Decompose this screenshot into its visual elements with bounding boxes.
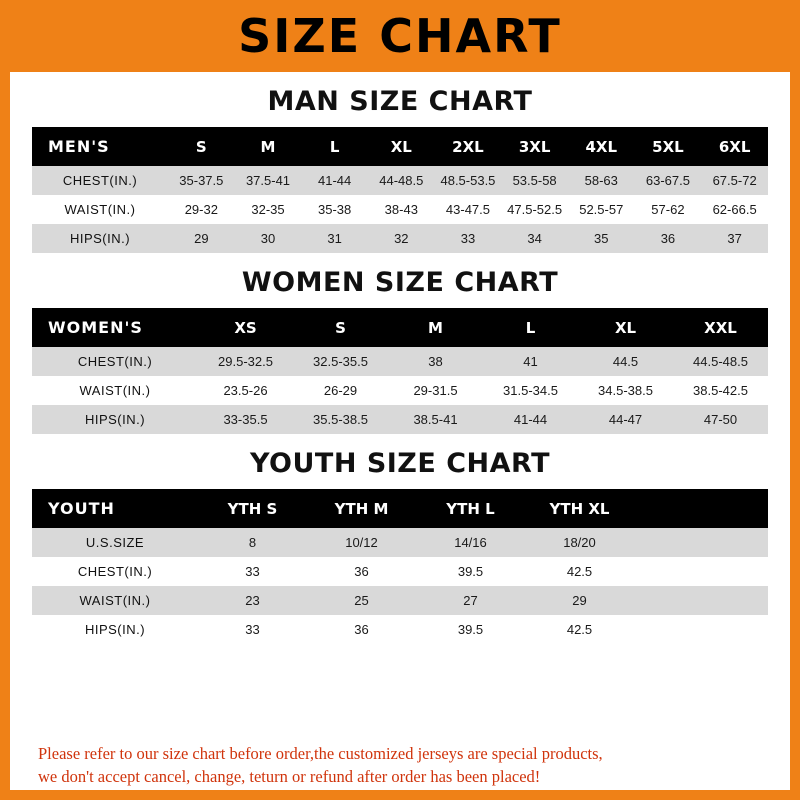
- man-waist-6xl: 62-66.5: [701, 195, 768, 224]
- man-waist-2xl: 43-47.5: [435, 195, 502, 224]
- women-row-header: WOMEN'S: [32, 308, 198, 347]
- women-waist-s: 26-29: [293, 376, 388, 405]
- youth-chest-empty: [634, 557, 768, 586]
- man-hips-6xl: 37: [701, 224, 768, 253]
- table-header-row: [32, 308, 768, 347]
- man-hips-5xl: 36: [635, 224, 702, 253]
- man-waist-5xl: 57-62: [635, 195, 702, 224]
- youth-waist-s: 23: [198, 586, 307, 615]
- man-col-5xl: 5XL: [635, 127, 702, 166]
- section-youth: [10, 448, 790, 644]
- section-title-youth: YOUTH SIZE CHART: [249, 448, 551, 479]
- youth-size-table: [32, 489, 768, 644]
- women-hips-xs: 33-35.5: [198, 405, 293, 434]
- youth-col-ythsm: YTH S: [198, 489, 307, 528]
- women-chest-xl: 44.5: [578, 347, 673, 376]
- youth-table-body: [32, 528, 768, 644]
- section-title-women: WOMEN SIZE CHART: [241, 267, 559, 298]
- man-chest-3xl: 53.5-58: [501, 166, 568, 195]
- women-chest-m: 38: [388, 347, 483, 376]
- table-row: [32, 586, 768, 615]
- youth-row-label-waist: WAIST(IN.): [32, 586, 198, 615]
- page-header: [0, 0, 800, 72]
- youth-chest-s: 33: [198, 557, 307, 586]
- man-hips-3xl: 34: [501, 224, 568, 253]
- women-col-l: L: [483, 308, 578, 347]
- youth-chest-xl: 42.5: [525, 557, 634, 586]
- youth-row-header: YOUTH: [32, 489, 198, 528]
- man-chest-xl: 44-48.5: [368, 166, 435, 195]
- man-waist-l: 35-38: [301, 195, 368, 224]
- women-waist-xl: 34.5-38.5: [578, 376, 673, 405]
- women-chest-l: 41: [483, 347, 578, 376]
- women-waist-l: 31.5-34.5: [483, 376, 578, 405]
- women-size-table: [32, 308, 768, 434]
- youth-hips-m: 36: [307, 615, 416, 644]
- women-col-xxl: XXL: [673, 308, 768, 347]
- man-chest-s: 35-37.5: [168, 166, 235, 195]
- table-row: [32, 528, 768, 557]
- man-waist-s: 29-32: [168, 195, 235, 224]
- man-hips-4xl: 35: [568, 224, 635, 253]
- table-row: [32, 615, 768, 644]
- section-man: [10, 86, 790, 253]
- table-row: [32, 557, 768, 586]
- youth-col-ythm: YTH M: [307, 489, 416, 528]
- women-chest-xxl: 44.5-48.5: [673, 347, 768, 376]
- man-waist-3xl: 47.5-52.5: [501, 195, 568, 224]
- youth-table-head: [32, 489, 768, 528]
- youth-row-label-chest: CHEST(IN.): [32, 557, 198, 586]
- table-row: [32, 195, 768, 224]
- youth-waist-m: 25: [307, 586, 416, 615]
- man-chest-m: 37.5-41: [235, 166, 302, 195]
- man-chest-4xl: 58-63: [568, 166, 635, 195]
- man-row-label-waist: WAIST(IN.): [32, 195, 168, 224]
- footer-line-2: we don't accept cancel, change, teturn or refund after order has been placed!: [38, 766, 541, 786]
- youth-waist-xl: 29: [525, 586, 634, 615]
- man-row-header: MEN'S: [32, 127, 168, 166]
- women-col-xl: XL: [578, 308, 673, 347]
- table-row: [32, 405, 768, 434]
- man-waist-4xl: 52.5-57: [568, 195, 635, 224]
- youth-ussize-xl: 18/20: [525, 528, 634, 557]
- page-title: SIZE CHART: [238, 9, 562, 63]
- women-hips-m: 38.5-41: [388, 405, 483, 434]
- women-row-label-waist: WAIST(IN.): [32, 376, 198, 405]
- section-title-man: MAN SIZE CHART: [267, 86, 533, 117]
- youth-row-label-hips: HIPS(IN.): [32, 615, 198, 644]
- man-row-label-hips: HIPS(IN.): [32, 224, 168, 253]
- man-col-2xl: 2XL: [435, 127, 502, 166]
- women-table-body: [32, 347, 768, 434]
- man-col-s: S: [168, 127, 235, 166]
- man-chest-6xl: 67.5-72: [701, 166, 768, 195]
- women-hips-l: 41-44: [483, 405, 578, 434]
- table-row: [32, 376, 768, 405]
- youth-col-ythxl: YTH XL: [525, 489, 634, 528]
- table-row: [32, 166, 768, 195]
- women-hips-xl: 44-47: [578, 405, 673, 434]
- footer-line-1: Please refer to our size chart before order,the customized jerseys are special products,: [38, 744, 603, 764]
- man-col-m: M: [235, 127, 302, 166]
- youth-hips-empty: [634, 615, 768, 644]
- man-waist-xl: 38-43: [368, 195, 435, 224]
- table-row: [32, 224, 768, 253]
- man-hips-s: 29: [168, 224, 235, 253]
- man-chest-2xl: 48.5-53.5: [435, 166, 502, 195]
- youth-ussize-m: 10/12: [307, 528, 416, 557]
- youth-ussize-l: 14/16: [416, 528, 525, 557]
- youth-row-label-ussize: U.S.SIZE: [32, 528, 198, 557]
- man-hips-l: 31: [301, 224, 368, 253]
- man-table-body: [32, 166, 768, 253]
- women-waist-m: 29-31.5: [388, 376, 483, 405]
- women-col-m: M: [388, 308, 483, 347]
- youth-hips-l: 39.5: [416, 615, 525, 644]
- man-table-head: [32, 127, 768, 166]
- man-col-6xl: 6XL: [701, 127, 768, 166]
- man-chest-5xl: 63-67.5: [635, 166, 702, 195]
- youth-waist-empty: [634, 586, 768, 615]
- women-waist-xs: 23.5-26: [198, 376, 293, 405]
- youth-col-empty: [634, 489, 768, 528]
- women-hips-xxl: 47-50: [673, 405, 768, 434]
- women-col-xs: XS: [198, 308, 293, 347]
- man-col-3xl: 3XL: [501, 127, 568, 166]
- women-waist-xxl: 38.5-42.5: [673, 376, 768, 405]
- women-row-label-hips: HIPS(IN.): [32, 405, 198, 434]
- man-size-table: [32, 127, 768, 253]
- man-hips-2xl: 33: [435, 224, 502, 253]
- man-col-xl: XL: [368, 127, 435, 166]
- youth-hips-xl: 42.5: [525, 615, 634, 644]
- table-row: [32, 347, 768, 376]
- women-chest-s: 32.5-35.5: [293, 347, 388, 376]
- man-hips-m: 30: [235, 224, 302, 253]
- man-waist-m: 32-35: [235, 195, 302, 224]
- youth-chest-m: 36: [307, 557, 416, 586]
- bottom-accent-bar: [10, 790, 790, 800]
- women-chest-xs: 29.5-32.5: [198, 347, 293, 376]
- youth-hips-s: 33: [198, 615, 307, 644]
- youth-col-ythl: YTH L: [416, 489, 525, 528]
- youth-chest-l: 39.5: [416, 557, 525, 586]
- women-table-head: [32, 308, 768, 347]
- man-chest-l: 41-44: [301, 166, 368, 195]
- man-row-label-chest: CHEST(IN.): [32, 166, 168, 195]
- man-col-l: L: [301, 127, 368, 166]
- women-hips-s: 35.5-38.5: [293, 405, 388, 434]
- women-col-s: S: [293, 308, 388, 347]
- table-header-row: [32, 489, 768, 528]
- youth-ussize-s: 8: [198, 528, 307, 557]
- youth-ussize-empty: [634, 528, 768, 557]
- man-hips-xl: 32: [368, 224, 435, 253]
- youth-waist-l: 27: [416, 586, 525, 615]
- man-col-4xl: 4XL: [568, 127, 635, 166]
- women-row-label-chest: CHEST(IN.): [32, 347, 198, 376]
- section-women: [10, 267, 790, 434]
- table-header-row: [32, 127, 768, 166]
